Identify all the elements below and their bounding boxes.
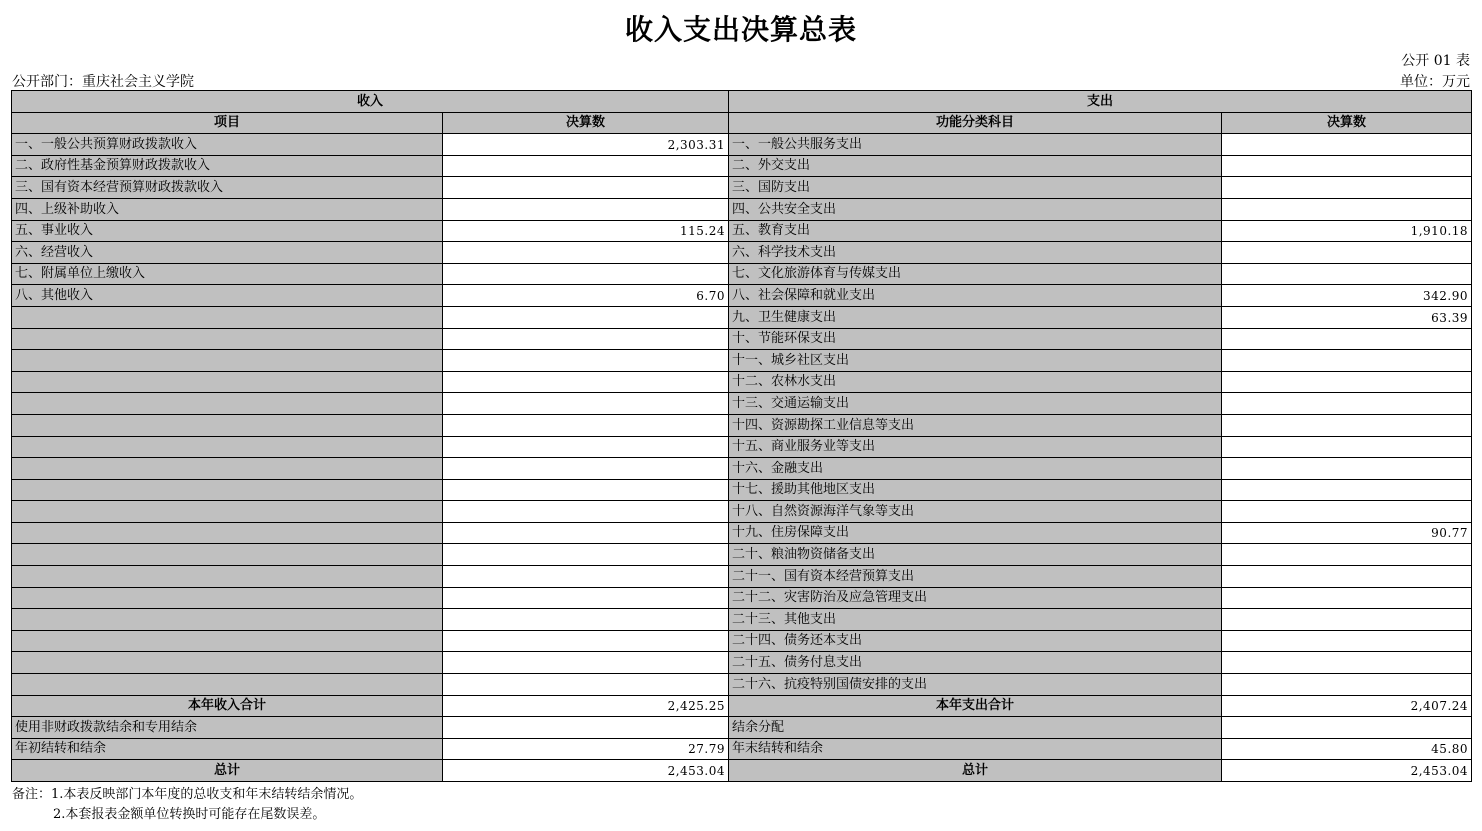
income-header: 收入 bbox=[12, 91, 729, 113]
table-row bbox=[12, 198, 1472, 220]
income-item-label bbox=[12, 652, 443, 674]
nonfiscal-surplus-label: 使用非财政拨款结余和专用结余 bbox=[12, 717, 443, 739]
expense-item-value bbox=[1222, 566, 1472, 588]
summary-row bbox=[12, 760, 1472, 782]
budget-table bbox=[11, 90, 1472, 782]
table-row bbox=[12, 522, 1472, 544]
income-item-value bbox=[443, 198, 729, 220]
income-item-value bbox=[443, 436, 729, 458]
income-item-value bbox=[443, 414, 729, 436]
table-row bbox=[12, 350, 1472, 372]
unit-label: 单位：万元 bbox=[1400, 74, 1470, 90]
income-item-value bbox=[443, 479, 729, 501]
expense-item-value bbox=[1222, 134, 1472, 156]
expense-item-label: 十、节能环保支出 bbox=[729, 328, 1222, 350]
expense-item-value bbox=[1222, 263, 1472, 285]
expense-item-value bbox=[1222, 674, 1472, 696]
income-item-value bbox=[443, 458, 729, 480]
grand-total-income-value: 2,453.04 bbox=[443, 760, 729, 782]
income-item-label bbox=[12, 609, 443, 631]
table-row bbox=[12, 652, 1472, 674]
table-row bbox=[12, 285, 1472, 307]
table-row bbox=[12, 501, 1472, 523]
expense-item-label: 十六、金融支出 bbox=[729, 458, 1222, 480]
beginning-balance-value: 27.79 bbox=[443, 738, 729, 760]
income-item-label bbox=[12, 544, 443, 566]
department-label: 公开部门：重庆社会主义学院 bbox=[12, 74, 194, 90]
income-item-value bbox=[443, 242, 729, 264]
table-row bbox=[12, 134, 1472, 156]
income-item-label: 三、国有资本经营预算财政拨款收入 bbox=[12, 177, 443, 199]
income-item-value bbox=[443, 544, 729, 566]
table-row bbox=[12, 263, 1472, 285]
expense-item-value bbox=[1222, 414, 1472, 436]
income-item-value bbox=[443, 350, 729, 372]
expense-item-label: 二十四、债务还本支出 bbox=[729, 630, 1222, 652]
income-item-value bbox=[443, 371, 729, 393]
header-row-columns bbox=[12, 112, 1472, 134]
income-amount-column-header: 决算数 bbox=[443, 112, 729, 134]
expense-item-value bbox=[1222, 436, 1472, 458]
income-item-label bbox=[12, 436, 443, 458]
expense-item-label: 十二、农林水支出 bbox=[729, 371, 1222, 393]
income-item-label: 五、事业收入 bbox=[12, 220, 443, 242]
income-item-value bbox=[443, 501, 729, 523]
expense-item-label: 二十三、其他支出 bbox=[729, 609, 1222, 631]
income-item-value bbox=[443, 263, 729, 285]
expense-item-value: 90.77 bbox=[1222, 522, 1472, 544]
expense-item-label: 七、文化旅游体育与传媒支出 bbox=[729, 263, 1222, 285]
income-item-label bbox=[12, 350, 443, 372]
table-row bbox=[12, 436, 1472, 458]
income-item-value bbox=[443, 587, 729, 609]
income-item-label bbox=[12, 306, 443, 328]
expense-item-value bbox=[1222, 479, 1472, 501]
income-item-value: 2,303.31 bbox=[443, 134, 729, 156]
income-item-label bbox=[12, 501, 443, 523]
table-row bbox=[12, 155, 1472, 177]
expense-item-label: 十五、商业服务业等支出 bbox=[729, 436, 1222, 458]
income-item-value bbox=[443, 177, 729, 199]
form-number: 公开 01 表 bbox=[1401, 53, 1470, 69]
item-column-header: 项目 bbox=[12, 112, 443, 134]
table-row bbox=[12, 177, 1472, 199]
income-item-value bbox=[443, 328, 729, 350]
income-item-label bbox=[12, 630, 443, 652]
grand-total-expense-value: 2,453.04 bbox=[1222, 760, 1472, 782]
income-item-label bbox=[12, 458, 443, 480]
note-2: 2.本套报表金额单位转换时可能存在尾数误差。 bbox=[53, 807, 326, 822]
income-item-value bbox=[443, 306, 729, 328]
expense-item-label: 五、教育支出 bbox=[729, 220, 1222, 242]
income-item-label bbox=[12, 371, 443, 393]
expense-item-label: 二十五、债务付息支出 bbox=[729, 652, 1222, 674]
table-row bbox=[12, 479, 1472, 501]
expense-item-value bbox=[1222, 242, 1472, 264]
table-row bbox=[12, 674, 1472, 696]
surplus-distribution-label: 结余分配 bbox=[729, 717, 1222, 739]
expense-item-label: 二、外交支出 bbox=[729, 155, 1222, 177]
expense-total-value: 2,407.24 bbox=[1222, 695, 1472, 717]
income-item-value bbox=[443, 393, 729, 415]
income-item-label bbox=[12, 522, 443, 544]
expense-header: 支出 bbox=[729, 91, 1472, 113]
income-item-value bbox=[443, 522, 729, 544]
expense-item-label: 三、国防支出 bbox=[729, 177, 1222, 199]
expense-item-label: 十三、交通运输支出 bbox=[729, 393, 1222, 415]
ending-balance-label: 年末结转和结余 bbox=[729, 738, 1222, 760]
expense-item-value bbox=[1222, 155, 1472, 177]
expense-item-value bbox=[1222, 630, 1472, 652]
page-title: 收入支出决算总表 bbox=[624, 13, 857, 46]
expense-item-value bbox=[1222, 371, 1472, 393]
income-item-label bbox=[12, 479, 443, 501]
grand-total-expense-label: 总计 bbox=[729, 760, 1222, 782]
expense-item-value: 342.90 bbox=[1222, 285, 1472, 307]
income-item-label bbox=[12, 674, 443, 696]
ending-balance-value: 45.80 bbox=[1222, 738, 1472, 760]
function-category-column-header: 功能分类科目 bbox=[729, 112, 1222, 134]
income-total-label: 本年收入合计 bbox=[12, 695, 443, 717]
expense-item-label: 一、一般公共服务支出 bbox=[729, 134, 1222, 156]
expense-amount-column-header: 决算数 bbox=[1222, 112, 1472, 134]
table-row bbox=[12, 566, 1472, 588]
expense-item-value bbox=[1222, 609, 1472, 631]
income-item-value bbox=[443, 630, 729, 652]
expense-item-label: 十七、援助其他地区支出 bbox=[729, 479, 1222, 501]
expense-item-label: 八、社会保障和就业支出 bbox=[729, 285, 1222, 307]
header-row-group bbox=[12, 91, 1472, 113]
table-row bbox=[12, 306, 1472, 328]
table-row bbox=[12, 393, 1472, 415]
grand-total-income-label: 总计 bbox=[12, 760, 443, 782]
expense-item-value bbox=[1222, 587, 1472, 609]
income-item-label: 七、附属单位上缴收入 bbox=[12, 263, 443, 285]
income-item-label bbox=[12, 414, 443, 436]
income-item-value bbox=[443, 674, 729, 696]
income-item-label: 一、一般公共预算财政拨款收入 bbox=[12, 134, 443, 156]
income-item-label: 四、上级补助收入 bbox=[12, 198, 443, 220]
nonfiscal-surplus-value bbox=[443, 717, 729, 739]
expense-item-value bbox=[1222, 177, 1472, 199]
income-item-label bbox=[12, 328, 443, 350]
income-item-value: 6.70 bbox=[443, 285, 729, 307]
income-item-value bbox=[443, 652, 729, 674]
income-item-value: 115.24 bbox=[443, 220, 729, 242]
summary-row bbox=[12, 695, 1472, 717]
income-item-label bbox=[12, 587, 443, 609]
expense-total-label: 本年支出合计 bbox=[729, 695, 1222, 717]
expense-item-value bbox=[1222, 393, 1472, 415]
income-item-label bbox=[12, 566, 443, 588]
expense-item-value bbox=[1222, 652, 1472, 674]
expense-item-value: 63.39 bbox=[1222, 306, 1472, 328]
table-row bbox=[12, 587, 1472, 609]
expense-item-label: 四、公共安全支出 bbox=[729, 198, 1222, 220]
expense-item-label: 十一、城乡社区支出 bbox=[729, 350, 1222, 372]
table-row bbox=[12, 242, 1472, 264]
expense-item-value bbox=[1222, 458, 1472, 480]
income-item-value bbox=[443, 609, 729, 631]
expense-item-label: 二十、粮油物资储备支出 bbox=[729, 544, 1222, 566]
expense-item-value bbox=[1222, 350, 1472, 372]
table-row bbox=[12, 458, 1472, 480]
expense-item-label: 二十一、国有资本经营预算支出 bbox=[729, 566, 1222, 588]
table-row bbox=[12, 220, 1472, 242]
income-item-value bbox=[443, 566, 729, 588]
table-row bbox=[12, 371, 1472, 393]
expense-item-value bbox=[1222, 328, 1472, 350]
surplus-distribution-value bbox=[1222, 717, 1472, 739]
note-1: 备注：1.本表反映部门本年度的总收支和年末结转结余情况。 bbox=[12, 787, 363, 802]
beginning-balance-label: 年初结转和结余 bbox=[12, 738, 443, 760]
expense-item-label: 九、卫生健康支出 bbox=[729, 306, 1222, 328]
summary-row bbox=[12, 717, 1472, 739]
expense-item-label: 十八、自然资源海洋气象等支出 bbox=[729, 501, 1222, 523]
income-item-label: 二、政府性基金预算财政拨款收入 bbox=[12, 155, 443, 177]
table-row bbox=[12, 609, 1472, 631]
income-item-value bbox=[443, 155, 729, 177]
table-row bbox=[12, 630, 1472, 652]
income-item-label: 六、经营收入 bbox=[12, 242, 443, 264]
expense-item-value bbox=[1222, 198, 1472, 220]
expense-item-label: 二十二、灾害防治及应急管理支出 bbox=[729, 587, 1222, 609]
table-row bbox=[12, 544, 1472, 566]
income-item-label bbox=[12, 393, 443, 415]
expense-item-value: 1,910.18 bbox=[1222, 220, 1472, 242]
expense-item-label: 十四、资源勘探工业信息等支出 bbox=[729, 414, 1222, 436]
expense-item-value bbox=[1222, 544, 1472, 566]
expense-item-label: 十九、住房保障支出 bbox=[729, 522, 1222, 544]
table-row bbox=[12, 328, 1472, 350]
expense-item-value bbox=[1222, 501, 1472, 523]
summary-row bbox=[12, 738, 1472, 760]
expense-item-label: 二十六、抗疫特别国债安排的支出 bbox=[729, 674, 1222, 696]
expense-item-label: 六、科学技术支出 bbox=[729, 242, 1222, 264]
income-item-label: 八、其他收入 bbox=[12, 285, 443, 307]
table-row bbox=[12, 414, 1472, 436]
income-total-value: 2,425.25 bbox=[443, 695, 729, 717]
